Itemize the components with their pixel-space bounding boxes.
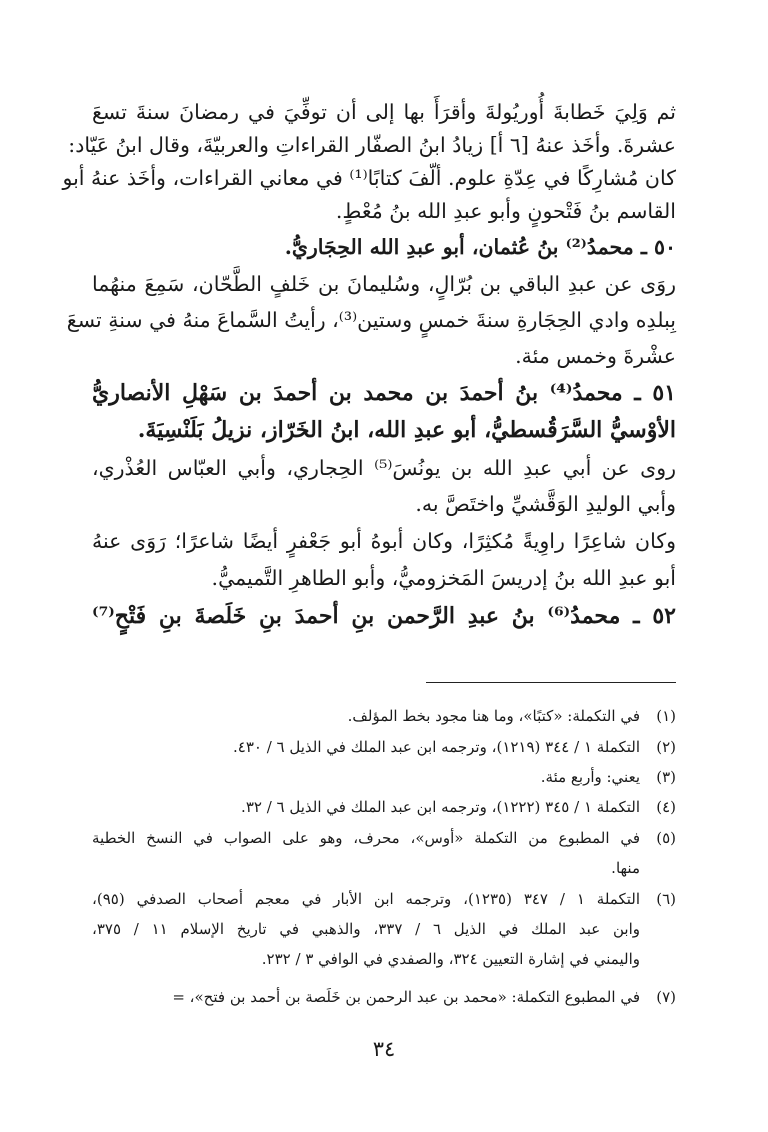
entry-heading-line: الأوْسيُّ السَّرَقُسطيُّ، أبو عبدِ الله، ابنُ الخَرّاز، نزيلُ بَلَنْسِيَةَ. xyxy=(137,417,676,443)
footnote-separator xyxy=(426,682,676,683)
entry-heading-line: ٥١ ـ محمدُ⁽⁴⁾ بنُ أحمدَ بن محمد بن أحمدَ بن سَهْلِ الأنصاريُّ xyxy=(92,380,676,406)
body-line: القاسم بنُ فَتْحونٍ وأبو عبدِ الله بنُ مُعْطٍ. xyxy=(335,199,676,223)
entry-heading-line: ٥٠ ـ محمدُ⁽²⁾ بنُ عُثمان، أبو عبدِ الله الحِجَاريُّ. xyxy=(284,235,676,259)
body-line: عشْرةَ وخمس مئة. xyxy=(515,344,676,368)
body-line: روَى عن عبدِ الباقي بن بُرّالٍ، وسُليمانَ بن خَلفٍ الطَّحّان، سَمِعَ منهُما xyxy=(92,272,676,296)
footnote-line: في المطبوع من التكملة «أوس»، محرف، وهو على الصواب في النسخ الخطية xyxy=(92,829,640,847)
footnote-number: (٣) xyxy=(656,768,676,786)
footnote-number: (٦) xyxy=(656,890,676,908)
footnote-line: التكملة ١ / ٣٤٥ (١٢٢٢)، وترجمه ابن عبد الملك في الذيل ٦ / ٣٢. xyxy=(241,798,640,816)
footnote-line: يعني: وأربع مئة. xyxy=(540,768,640,786)
body-line: أبو عبدِ الله بنُ إدريسَ المَخزوميُّ، وأبو الطاهرِ التَّميميُّ. xyxy=(211,566,676,590)
entry-heading-line: ٥٢ ـ محمدُ⁽⁶⁾ بنُ عبدِ الرَّحمن بنِ أحمدَ بنِ خَلَصةَ بنِ فَتْحٍ⁽⁷⁾ xyxy=(92,603,676,629)
footnote-line: منها. xyxy=(611,859,640,877)
footnote-number: (٥) xyxy=(656,829,676,847)
body-line: عشرةَ. وأخَذ عنهُ [٦ أ] زيادُ ابنُ الصفّار القراءاتِ والعربيّةَ، وقال ابنُ عَيّاد: xyxy=(68,133,676,157)
footnote-line: في المطبوع التكملة: «محمد بن عبد الرحمن بن خَلَصة بن أحمد بن فتح»، = xyxy=(172,988,640,1006)
body-line: وكان شاعِرًا راوِيةً مُكثِرًا، وكان أبوهُ أبو جَعْفرٍ أيضًا شاعرًا؛ رَوَى عنهُ xyxy=(92,529,676,553)
footnote-line: وابن عبد الملك في الذيل ٦ / ٣٣٧، والذهبي في تاريخ الإسلام ١١ / ٣٧٥، xyxy=(92,920,641,938)
body-line: وأبي الوليدِ الوَقَّشيِّ واختَصَّ به. xyxy=(415,492,676,516)
body-line: روى عن أبي عبدِ الله بن يونُسَ⁽⁵⁾ الحِجاري، وأبي العبّاس العُذْري، xyxy=(92,456,676,480)
footnote-line: واليمني في إشارة التعيين ٣٢٤، والصفدي في الوافي ٣ / ٢٣٢. xyxy=(261,950,640,968)
footnote-number: (٧) xyxy=(656,988,676,1006)
footnote-number: (٤) xyxy=(656,798,676,816)
footnote-number: (١) xyxy=(656,707,676,725)
body-line: كان مُشارِكًا في عِدّةِ علوم. ألّفَ كتابًا⁽¹⁾ في معاني القراءات، وأخَذ عنهُ أبو xyxy=(62,166,676,190)
footnote-line: التكملة ١ / ٣٤٧ (١٢٣٥)، وترجمه ابن الأبار في معجم أصحاب الصدفي (٩٥)، xyxy=(92,890,641,908)
footnote-number: (٢) xyxy=(656,738,676,756)
body-line: ثم وَلِيَ خَطابةَ أُوريُولةَ وأقرَأَ بها إلى أن توفِّيَ في رمضانَ سنةَ تسعَ xyxy=(92,100,676,124)
footnote-line: التكملة ١ / ٣٤٤ (١٢١٩)، وترجمه ابن عبد الملك في الذيل ٦ / ٤٣٠. xyxy=(233,738,640,756)
page-number: ٣٤ xyxy=(372,1037,396,1061)
footnote-line: في التكملة: «كتبًا»، وما هنا مجود بخط المؤلف. xyxy=(347,707,640,725)
body-line: بِبلدِه وادي الحِجَارةِ سنةَ خمسٍ وستين⁽³⁾، رأيتُ السَّماعَ منهُ في سنةِ تسعَ xyxy=(66,308,676,332)
